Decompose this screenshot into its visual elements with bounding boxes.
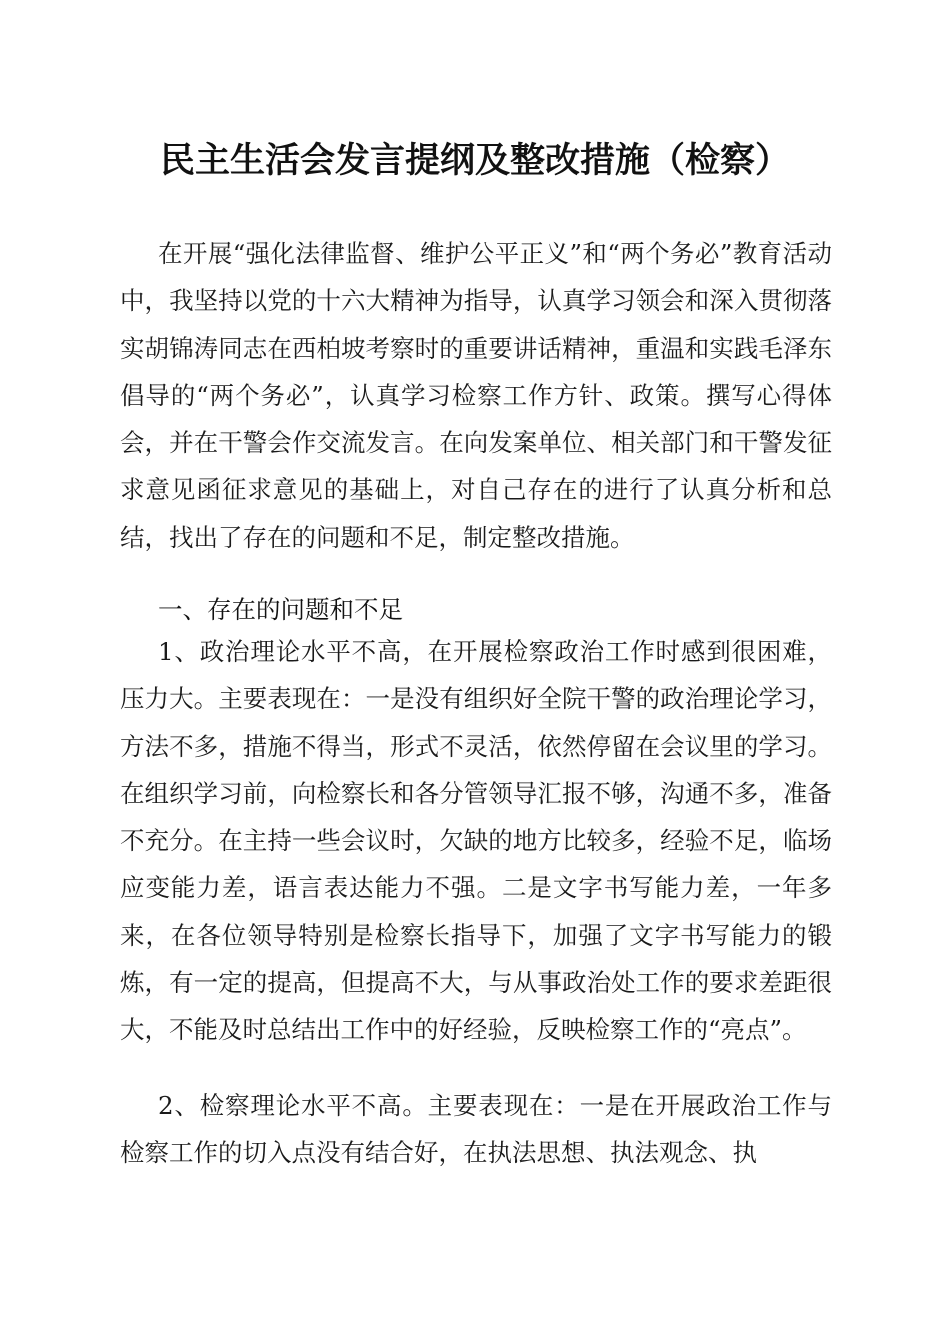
document-title: 民主生活会发言提纲及整改措施（检察） xyxy=(159,140,790,181)
intro-paragraph: 在开展“强化法律监督、维护公平正义”和“两个务必”教育活动中，我坚持以党的十六大精神为指导，认真学习领会和深入贯彻落实胡锦涛同志在西柏坡考察时的重要讲话精神，重温和实践毛泽东倡导的“两个务必”，认真学习检察工作方针、政策。撰写心得体会，并在干警会作交流发言。在向发案单位、相关部门和干警发征求意见函征求意见的基础上，对自己存在的进行了认真分析和总结，找出了存在的问题和不足，制定整改措施。 xyxy=(120,239,832,552)
section-heading-problems: 一、存在的问题和不足 xyxy=(158,595,403,624)
problem-item-1: 1、政治理论水平不高，在开展检察政治工作时感到很困难，压力大。主要表现在：一是没有组织好全院干警的政治理论学习，方法不多，措施不得当，形式不灵活，依然停留在会议里的学习。在组织学习前，向检察长和各分管领导汇报不够，沟通不多，准备不充分。在主持一些会议时，欠缺的地方比较多，经验不足，临场应变能力差，语言表达能力不强。二是文字书写能力差，一年多来，在各位领导特别是检察长指导下，加强了文字书写能力的锻炼，有一定的提高，但提高不大，与从事政治处工作的要求差距很大，不能及时总结出工作中的好经验，反映检察工作的“亮点”。 xyxy=(120,637,832,1045)
problem-item-2: 2、检察理论水平不高。主要表现在：一是在开展政治工作与检察工作的切入点没有结合好，在执法思想、执法观念、执 xyxy=(120,1091,832,1168)
